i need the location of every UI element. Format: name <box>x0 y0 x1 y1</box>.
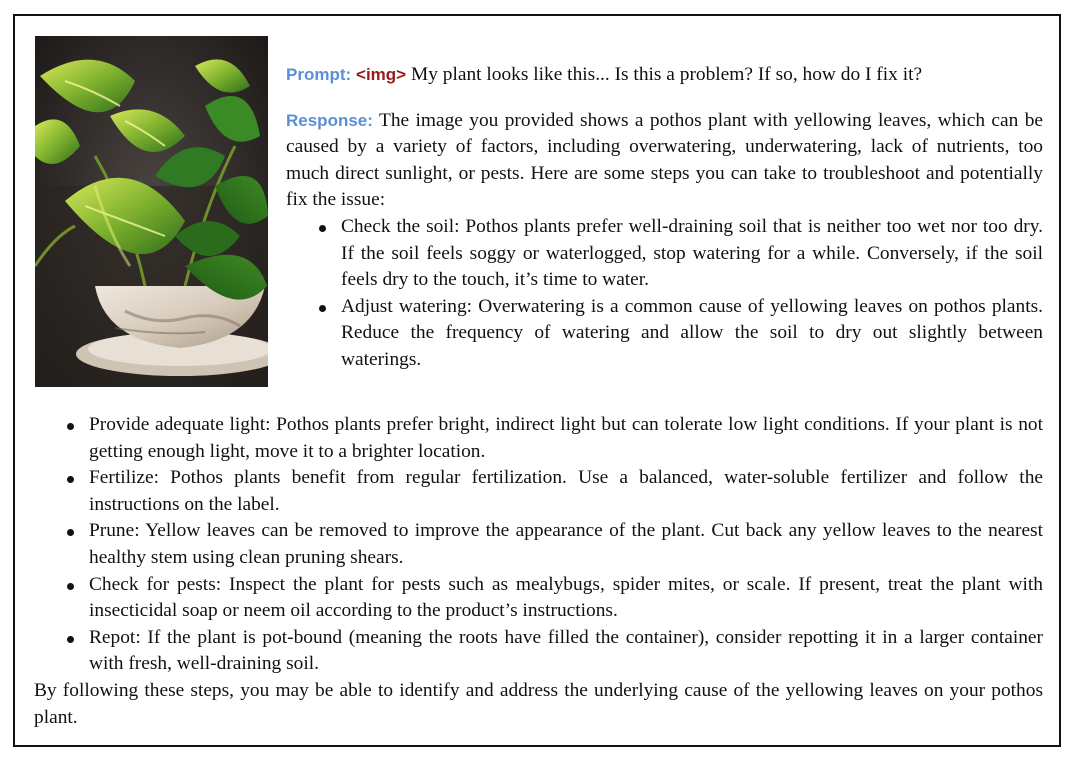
pothos-plant-photo <box>35 36 268 387</box>
list-item: Provide adequate light: Pothos plants prefer bright, indirect light but can tolerate low light conditions. If your plant is not getting enough light, move it to a brighter location. <box>34 412 1043 465</box>
steps-list-lower <box>34 412 1043 678</box>
list-item: Check for pests: Inspect the plant for pests such as mealybugs, spider mites, or scale. If present, treat the plant with insecticidal soap or neem oil according to the product’s instructions. <box>34 572 1043 625</box>
prompt-label: Prompt: <box>286 65 352 84</box>
figure-frame <box>13 14 1061 747</box>
response-intro-text: The image you provided shows a pothos plant with yellowing leaves, which can be caused by a variety of factors, including overwatering, underwatering, lack of nutrients, too much direct sunlight, or pests. Here are some steps you can take to troubleshoot and potentially fix the issue: <box>286 109 1044 211</box>
list-item: Adjust watering: Overwatering is a common cause of yellowing leaves on pothos plants. Reduce the frequency of watering and allow the soil to dry out slightly between waterings. <box>286 294 1043 374</box>
img-token: <img> <box>356 65 407 84</box>
prompt-line <box>286 62 1043 89</box>
prompt-text: My plant looks like this... Is this a problem? If so, how do I fix it? <box>410 64 923 85</box>
response-label: Response: <box>286 110 373 130</box>
list-item: Repot: If the plant is pot-bound (meaning the roots have filled the container), consider repotting it in a larger container with fresh, well-draining soil. <box>34 625 1043 678</box>
list-item: Fertilize: Pothos plants benefit from regular fertilization. Use a balanced, water-soluble fertilizer and follow the instructions on the label. <box>34 465 1043 518</box>
list-item: Check the soil: Pothos plants prefer well-draining soil that is neither too wet nor too dry. If the soil feels soggy or waterlogged, stop watering for a while. Conversely, if the soil feels dry to the touch, it’s time to water. <box>286 214 1043 294</box>
response-conclusion: By following these steps, you may be able to identify and address the underlying cause of the yellowing leaves on your pothos plant. <box>34 679 1043 728</box>
response-intro <box>286 108 1043 214</box>
response-lower-block <box>34 412 1043 731</box>
steps-list-upper <box>286 214 1043 374</box>
list-item: Prune: Yellow leaves can be removed to improve the appearance of the plant. Cut back any yellow leaves to the nearest healthy stem using clean pruning shears. <box>34 518 1043 571</box>
response-upper-block <box>286 62 1043 374</box>
